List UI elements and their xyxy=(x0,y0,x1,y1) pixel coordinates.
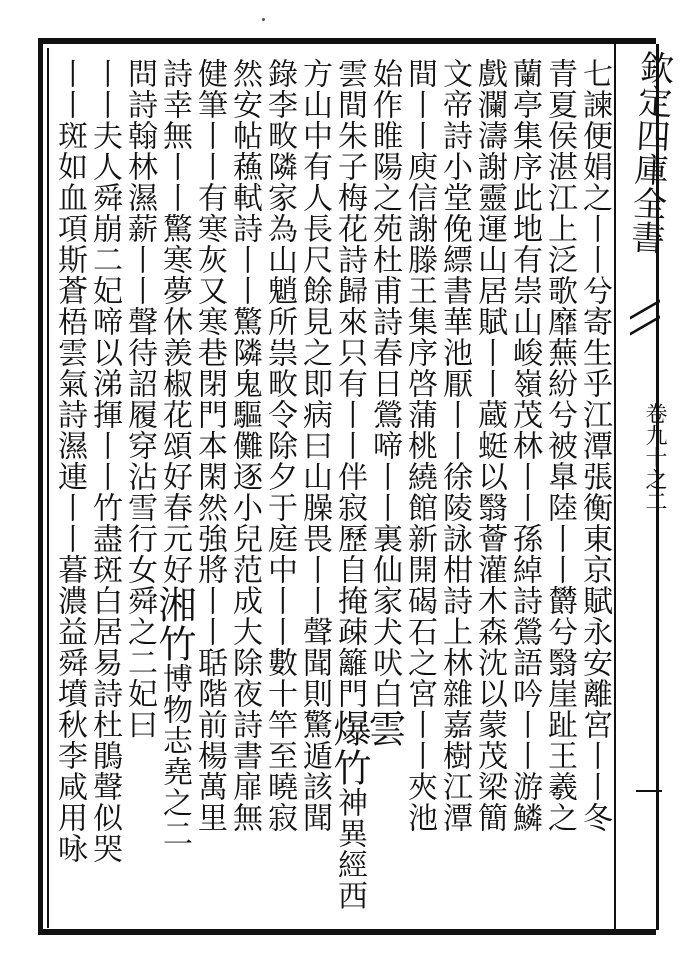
text-column-13 xyxy=(152,58,196,922)
text-column-3 xyxy=(507,58,542,922)
text-column-5 xyxy=(437,58,472,922)
margin-volume-label: 卷九十之二 xyxy=(642,402,667,512)
text-column-4 xyxy=(472,58,507,922)
column-text: 蘭亭集序此地有崇山峻嶺茂林丨丨孫綽詩鶯語吟丨丨游鱗 xyxy=(507,58,542,833)
column-heading: 湘竹 xyxy=(152,585,196,663)
column-text-tail: 博物志堯之二 xyxy=(157,663,192,849)
column-text: 雲間朱子梅花詩歸來只有丨丨伴寂歷自掩疎籬門 xyxy=(332,58,367,709)
column-text-tail: 神異經西 xyxy=(332,787,367,911)
text-column-2 xyxy=(542,58,577,922)
text-column-12 xyxy=(192,58,227,922)
margin-tick-line xyxy=(636,790,662,792)
column-text: 健筆丨丨有寒灰又寒巷閉門本閑然強將丨丨聒階前楊萬里 xyxy=(192,58,227,833)
column-heading: 雲 xyxy=(362,709,406,748)
smudge-mark xyxy=(262,18,265,21)
text-column-10 xyxy=(262,58,297,922)
column-text: 文帝詩小堂俛縹書華池厭丨丨徐陵詠柑詩上林雜嘉樹江潭 xyxy=(437,58,472,833)
margin-book-title: 欽定四庫全書 xyxy=(623,49,675,255)
column-text: 七諫便娟之丨丨兮寄生乎江潭張衡東京賦永安離宮丨丨冬 xyxy=(577,58,612,833)
text-column-11 xyxy=(227,58,262,922)
text-column-1 xyxy=(577,58,612,922)
text-column-8 xyxy=(327,58,371,922)
column-text: 間丨丨庾信謝滕王集序啓蒲桃繞館新開碣石之宮丨丨夾池 xyxy=(402,58,437,833)
text-column-15 xyxy=(87,58,122,922)
column-text: 青夏侯湛江上泛歌靡蕪紛兮被臯陸丨丨欝兮翳崖趾王羲之 xyxy=(542,58,577,833)
column-text: 始作睢陽之苑杜甫詩春日鶯啼丨丨裏仙家犬吠白 xyxy=(367,58,402,709)
text-column-6 xyxy=(402,58,437,922)
margin-rule-inner xyxy=(614,44,616,930)
column-text-tail: 女舜之二妃曰 xyxy=(122,554,157,740)
inner-border-line xyxy=(47,48,49,928)
column-heading: 爆竹 xyxy=(327,709,371,787)
column-text: 錄李畋隣家為山魈所祟畋令除夕于庭中丨丨數十竿至曉寂 xyxy=(262,58,297,833)
text-column-9 xyxy=(297,58,332,922)
text-column-16 xyxy=(52,58,87,922)
margin-fishtail-mark xyxy=(630,304,660,344)
column-text: 方山中有人長尺餘見之即病曰山臊畏丨丨聲聞則驚遁該聞 xyxy=(297,58,332,833)
column-text: 丨丨斑如血項斯蒼梧雲氣詩濕連丨丨暮濃益舜墳秋李咸用咏 xyxy=(52,58,87,864)
text-column-14 xyxy=(122,58,157,922)
column-text: 戲瀾濤謝靈運山居賦丨丨蔵蜓以翳薈灌木森沈以蒙茂梁簡 xyxy=(472,58,507,833)
column-text: 然安帖蘓軾詩丨丨驚隣鬼驅儺逐小兒范成大除夜詩書扉無 xyxy=(227,58,262,833)
column-text: 問詩翰林濕薪丨丨聲待詔履穿沾雪行 xyxy=(122,58,157,554)
text-column-7 xyxy=(362,58,406,922)
column-text: 詩幸無丨丨驚寒夢休羨椒花頌好春元好 xyxy=(157,58,192,585)
column-text: 丨丨夫人舜崩二妃啼以涕揮丨丨竹盡斑白居易詩杜鵑聲似哭 xyxy=(87,58,122,864)
